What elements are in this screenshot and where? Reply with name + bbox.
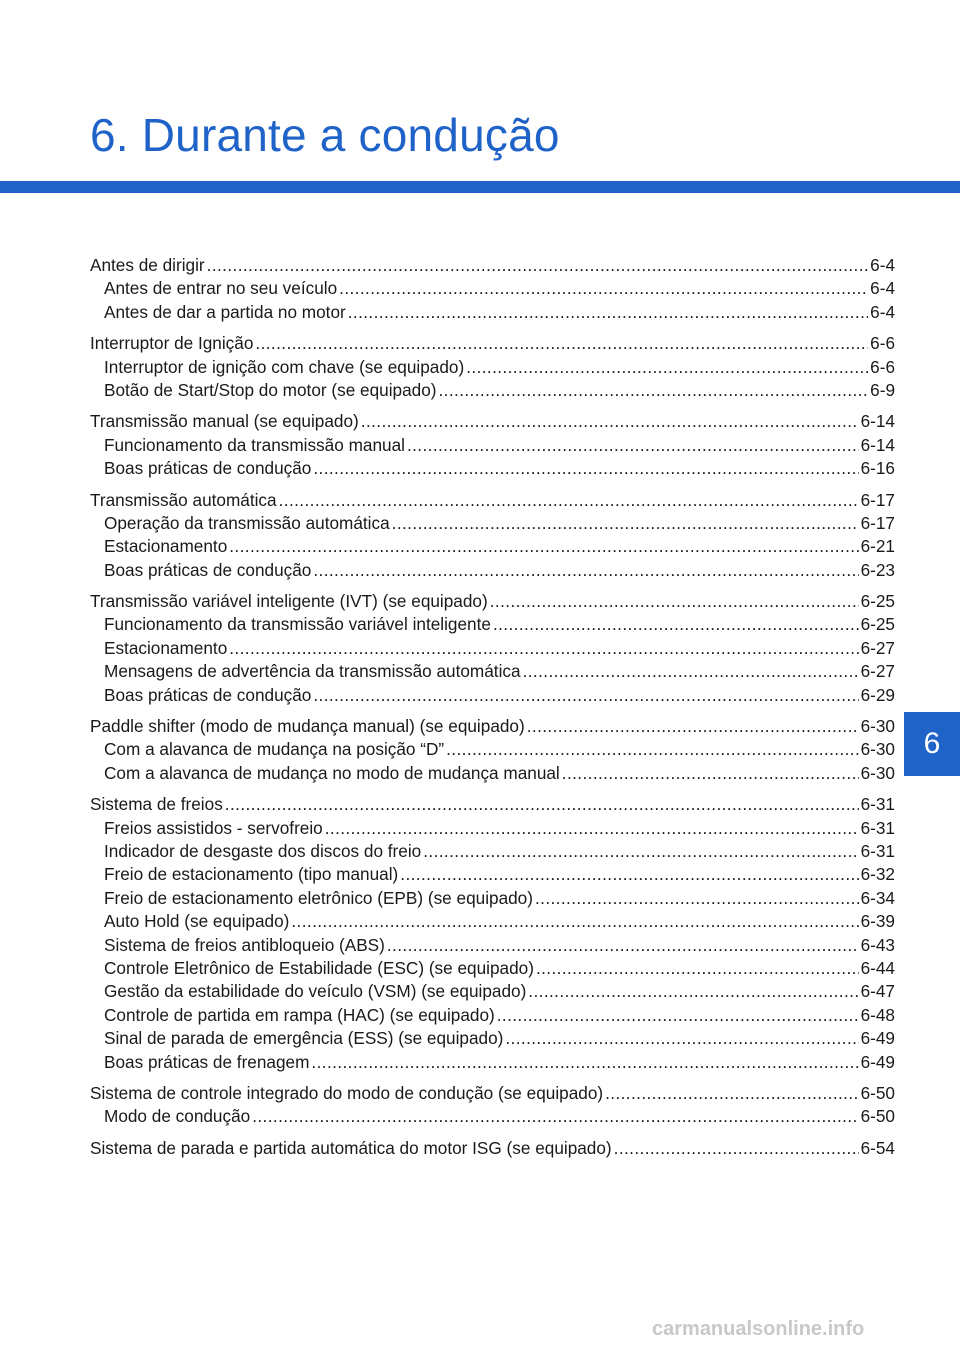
toc-leader-dots <box>339 277 868 300</box>
toc-subentry[interactable] <box>90 559 895 582</box>
toc-subentry[interactable] <box>90 301 895 324</box>
toc-subentry[interactable] <box>90 840 895 863</box>
toc-section <box>90 1082 895 1129</box>
toc-page-number: 6-49 <box>860 1028 895 1049</box>
toc-leader-dots <box>313 559 858 582</box>
toc-entry[interactable] <box>90 1082 895 1105</box>
toc-subentry[interactable] <box>90 887 895 910</box>
toc-section <box>90 410 895 480</box>
toc-page-number: 6-50 <box>860 1082 895 1103</box>
toc-entry-title: Funcionamento da transmissão variável inteligente <box>104 614 491 635</box>
toc-entry-title: Funcionamento da transmissão manual <box>104 434 405 455</box>
toc-page-number: 6-49 <box>860 1051 895 1072</box>
toc-entry[interactable] <box>90 1137 895 1160</box>
toc-entry[interactable] <box>90 715 895 738</box>
toc-entry-title: Com a alavanca de mudança na posição “D” <box>104 739 445 760</box>
toc-leader-dots <box>466 356 868 379</box>
toc-entry-title: Sistema de freios <box>90 794 223 815</box>
toc-page-number: 6-50 <box>860 1106 895 1127</box>
toc-entry-title: Indicador de desgaste dos discos do freio <box>104 840 422 861</box>
toc-entry-title: Antes de dirigir <box>90 255 205 275</box>
toc-subentry[interactable] <box>90 1004 895 1027</box>
toc-subentry[interactable] <box>90 910 895 933</box>
toc-subentry[interactable] <box>90 535 895 558</box>
toc-entry-title: Boas práticas de condução <box>104 684 312 705</box>
toc-entry[interactable] <box>90 254 895 277</box>
toc-entry-title: Transmissão variável inteligente (IVT) (se equipado) <box>90 591 488 612</box>
toc-page-number: 6-30 <box>860 762 895 783</box>
toc-page-number: 6-31 <box>860 817 895 838</box>
toc-page-number: 6-14 <box>860 434 895 455</box>
toc-leader-dots <box>291 910 858 933</box>
toc-entry-title: Sinal de parada de emergência (ESS) (se equipado) <box>104 1028 504 1049</box>
toc-entry-title: Interruptor de Ignição <box>90 333 254 354</box>
toc-page-number: 6-17 <box>860 489 895 510</box>
toc-page-number: 6-9 <box>870 379 895 400</box>
toc-page-number: 6-31 <box>860 840 895 861</box>
toc-page-number: 6-34 <box>860 887 895 908</box>
toc-page-number: 6-4 <box>870 278 895 299</box>
toc-entry-title: Estacionamento <box>104 637 228 658</box>
toc-entry[interactable] <box>90 489 895 512</box>
toc-entry-title: Boas práticas de condução <box>104 458 312 479</box>
toc-page-number: 6-14 <box>860 411 895 432</box>
toc-subentry[interactable] <box>90 934 895 957</box>
toc-leader-dots <box>255 332 868 355</box>
toc-leader-dots <box>527 715 859 738</box>
toc-page-number: 6-27 <box>860 637 895 658</box>
toc-subentry[interactable] <box>90 660 895 683</box>
toc-entry-title: Estacionamento <box>104 536 228 557</box>
toc-entry-title: Transmissão automática <box>90 489 277 510</box>
toc-entry[interactable] <box>90 410 895 433</box>
toc-page-number: 6-48 <box>860 1004 895 1025</box>
toc-subentry[interactable] <box>90 738 895 761</box>
toc-leader-dots <box>490 590 859 613</box>
toc-page-number: 6-54 <box>860 1137 895 1158</box>
toc-subentry[interactable] <box>90 817 895 840</box>
toc-subentry[interactable] <box>90 957 895 980</box>
toc-entry[interactable] <box>90 332 895 355</box>
title-divider <box>0 181 960 193</box>
toc-leader-dots <box>605 1082 858 1105</box>
toc-entry[interactable] <box>90 793 895 816</box>
toc-leader-dots <box>313 684 858 707</box>
toc-entry-title: Antes de dar a partida no motor <box>104 301 346 322</box>
toc-subentry[interactable] <box>90 684 895 707</box>
toc-subentry[interactable] <box>90 762 895 785</box>
toc-entry-title: Modo de condução <box>104 1106 251 1127</box>
toc-subentry[interactable] <box>90 277 895 300</box>
toc-subentry[interactable] <box>90 637 895 660</box>
toc-entry-title: Operação da transmissão automática <box>104 512 390 533</box>
toc-page-number: 6-27 <box>860 661 895 682</box>
toc-subentry[interactable] <box>90 1051 895 1074</box>
toc-leader-dots <box>229 637 858 660</box>
toc-page-number: 6-17 <box>860 512 895 533</box>
toc-page-number: 6-4 <box>870 301 895 322</box>
toc-leader-dots <box>361 410 859 433</box>
toc-page-number: 6-6 <box>870 356 895 377</box>
toc-page-number: 6-43 <box>860 934 895 955</box>
toc-leader-dots <box>497 1004 859 1027</box>
toc-section <box>90 715 895 785</box>
toc-leader-dots <box>400 863 858 886</box>
toc-page-number: 6-47 <box>860 981 895 1002</box>
toc-section <box>90 1137 895 1160</box>
toc-leader-dots <box>528 980 858 1003</box>
toc-page-number: 6-30 <box>860 739 895 760</box>
toc-leader-dots <box>562 762 859 785</box>
toc-subentry[interactable] <box>90 1027 895 1050</box>
toc-section <box>90 254 895 324</box>
toc-subentry[interactable] <box>90 613 895 636</box>
toc-leader-dots <box>446 738 858 761</box>
toc-entry-title: Freios assistidos - servofreio <box>104 817 323 838</box>
toc-leader-dots <box>313 457 858 480</box>
toc-entry-title: Freio de estacionamento (tipo manual) <box>104 864 399 885</box>
toc-section <box>90 793 895 1074</box>
toc-subentry[interactable] <box>90 512 895 535</box>
toc-entry-title: Sistema de freios antibloqueio (ABS) <box>104 934 385 955</box>
toc-subentry[interactable] <box>90 863 895 886</box>
toc-entry-title: Antes de entrar no seu veículo <box>104 278 338 299</box>
toc-entry-title: Controle de partida em rampa (HAC) (se equipado) <box>104 1004 495 1025</box>
toc-leader-dots <box>439 379 869 402</box>
toc-entry-title: Auto Hold (se equipado) <box>104 911 290 932</box>
watermark: carmanualsonline.info <box>652 1318 865 1340</box>
toc-leader-dots <box>252 1105 858 1128</box>
toc-leader-dots <box>614 1137 859 1160</box>
toc-leader-dots <box>229 535 858 558</box>
toc-entry-title: Freio de estacionamento eletrônico (EPB) (se equipado) <box>104 887 533 908</box>
toc-entry-title: Interruptor de ignição com chave (se equipado) <box>104 356 465 377</box>
toc-leader-dots <box>505 1027 858 1050</box>
toc-page-number: 6-23 <box>860 559 895 580</box>
toc-subentry[interactable] <box>90 356 895 379</box>
toc-entry-title: Paddle shifter (modo de mudança manual) (se equipado) <box>90 716 525 737</box>
toc-entry-title: Gestão da estabilidade do veículo (VSM) (se equipado) <box>104 981 527 1002</box>
toc-entry-title: Mensagens de advertência da transmissão automática <box>104 661 521 682</box>
toc-entry-title: Boas práticas de frenagem <box>104 1051 310 1072</box>
toc-page-number: 6-31 <box>860 794 895 815</box>
toc-section <box>90 590 895 707</box>
toc-leader-dots <box>207 254 869 277</box>
toc-leader-dots <box>311 1051 858 1074</box>
toc-page-number: 6-29 <box>860 684 895 705</box>
toc-page-number: 6-6 <box>870 333 895 354</box>
toc-subentry[interactable] <box>90 1105 895 1128</box>
chapter-title: 6. Durante a condução <box>90 109 560 161</box>
toc-subentry[interactable] <box>90 457 895 480</box>
toc-leader-dots <box>325 817 859 840</box>
toc-page-number: 6-44 <box>860 957 895 978</box>
toc-subentry[interactable] <box>90 434 895 457</box>
toc-page-number: 6-30 <box>860 716 895 737</box>
toc-leader-dots <box>536 957 859 980</box>
toc-leader-dots <box>523 660 859 683</box>
toc-leader-dots <box>493 613 859 636</box>
toc-leader-dots <box>407 434 859 457</box>
toc-entry-title: Boas práticas de condução <box>104 559 312 580</box>
toc-section <box>90 332 895 402</box>
toc-subentry[interactable] <box>90 379 895 402</box>
toc-leader-dots <box>279 489 859 512</box>
toc-leader-dots <box>387 934 859 957</box>
toc-entry-title: Sistema de parada e partida automática do motor ISG (se equipado) <box>90 1137 612 1158</box>
toc-page-number: 6-39 <box>860 911 895 932</box>
toc-entry-title: Transmissão manual (se equipado) <box>90 411 359 432</box>
toc-page-number: 6-4 <box>870 255 895 275</box>
table-of-contents <box>90 254 895 1168</box>
toc-leader-dots <box>535 887 859 910</box>
toc-leader-dots <box>392 512 859 535</box>
toc-entry-title: Com a alavanca de mudança no modo de mudança manual <box>104 762 560 783</box>
toc-section <box>90 489 895 583</box>
toc-page-number: 6-21 <box>860 536 895 557</box>
toc-page-number: 6-32 <box>860 864 895 885</box>
toc-page-number: 6-16 <box>860 458 895 479</box>
toc-entry-title: Controle Eletrônico de Estabilidade (ESC) (se equipado) <box>104 957 534 978</box>
toc-page-number: 6-25 <box>860 614 895 635</box>
toc-leader-dots <box>348 301 868 324</box>
toc-entry[interactable] <box>90 590 895 613</box>
toc-page-number: 6-25 <box>860 591 895 612</box>
toc-subentry[interactable] <box>90 980 895 1003</box>
toc-leader-dots <box>423 840 858 863</box>
toc-entry-title: Botão de Start/Stop do motor (se equipado) <box>104 379 437 400</box>
chapter-tab[interactable]: 6 <box>904 712 960 776</box>
toc-entry-title: Sistema de controle integrado do modo de condução (se equipado) <box>90 1082 604 1103</box>
toc-leader-dots <box>225 793 859 816</box>
